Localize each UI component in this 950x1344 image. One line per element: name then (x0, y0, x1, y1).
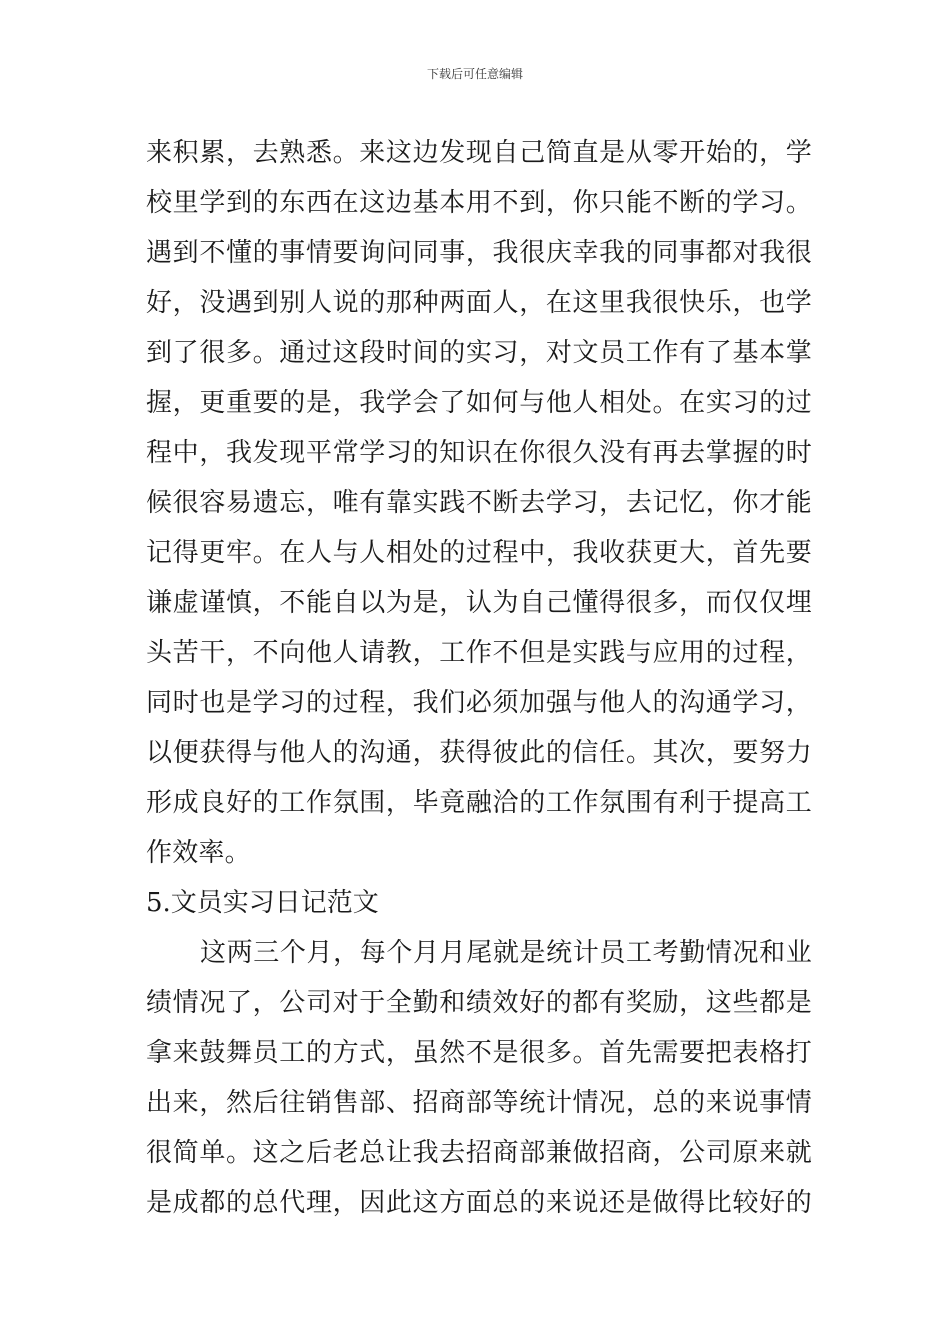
paragraph (146, 928, 812, 1228)
text-line: 是成都的总代理，因此这方面总的来说还是做得比较好的 (146, 1188, 812, 1218)
text-line: 程中，我发现平常学习的知识在你很久没有再去掌握的时 (146, 438, 812, 468)
section-heading: 5.文员实习日记范文 (146, 888, 379, 918)
text-line: 拿来鼓舞员工的方式，虽然不是很多。首先需要把表格打 (146, 1038, 812, 1068)
text-line: 候很容易遗忘，唯有靠实践不断去学习，去记忆，你才能 (146, 488, 812, 518)
text-line: 好，没遇到别人说的那种两面人，在这里我很快乐，也学 (146, 288, 812, 318)
text-line: 很简单。这之后老总让我去招商部兼做招商，公司原来就 (146, 1138, 812, 1168)
text-line: 这两三个月，每个月月尾就是统计员工考勤情况和业 (200, 938, 812, 968)
text-line: 记得更牢。在人与人相处的过程中，我收获更大，首先要 (146, 538, 812, 568)
text-line: 来积累，去熟悉。来这边发现自己简直是从零开始的，学 (146, 138, 812, 168)
text-line: 以便获得与他人的沟通，获得彼此的信任。其次，要努力 (146, 738, 812, 768)
text-line: 谦虚谨慎，不能自以为是，认为自己懂得很多，而仅仅埋 (146, 588, 812, 618)
text-line: 形成良好的工作氛围，毕竟融洽的工作氛围有利于提高工 (146, 788, 812, 818)
page-header: 下载后可任意编辑 (426, 67, 523, 81)
text-line: 校里学到的东西在这边基本用不到，你只能不断的学习。 (146, 188, 812, 218)
text-line: 绩情况了，公司对于全勤和绩效好的都有奖励，这些都是 (146, 988, 812, 1018)
text-line: 遇到不懂的事情要询问同事，我很庆幸我的同事都对我很 (146, 238, 812, 268)
text-line: 作效率。 (146, 838, 251, 868)
text-line: 握，更重要的是，我学会了如何与他人相处。在实习的过 (146, 388, 812, 418)
paragraph (146, 128, 812, 878)
document-body (146, 128, 812, 1228)
text-line: 到了很多。通过这段时间的实习，对文员工作有了基本掌 (146, 338, 812, 368)
text-line: 出来，然后往销售部、招商部等统计情况，总的来说事情 (146, 1088, 812, 1118)
text-line: 头苦干，不向他人请教，工作不但是实践与应用的过程， (146, 638, 812, 668)
text-line: 同时也是学习的过程，我们必须加强与他人的沟通学习， (146, 688, 812, 718)
